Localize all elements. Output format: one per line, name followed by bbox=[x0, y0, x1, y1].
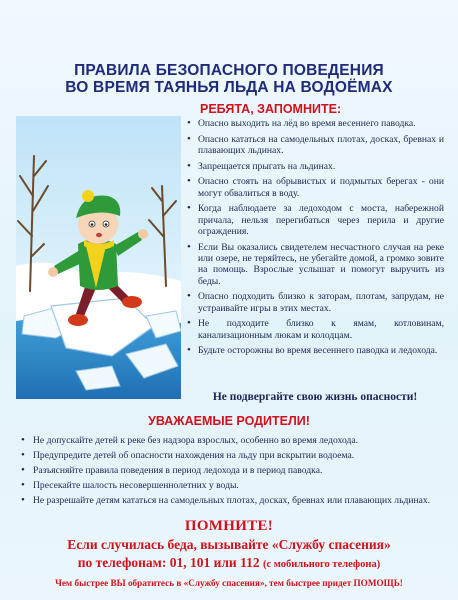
title-line-1: ПРАВИЛА БЕЗОПАСНОГО ПОВЕДЕНИЯ bbox=[74, 62, 384, 79]
list-item: • Не разрешайте детям кататься на самодельных плотах, досках, бревнах или плавающих льдинах. bbox=[20, 495, 440, 506]
emergency-call-line: Если случилась беда, вызывайте «Службу спасения» bbox=[67, 537, 391, 552]
child-on-ice-floe-illustration bbox=[16, 116, 181, 399]
title-line-2: ВО ВРЕМЯ ТАЯНЬЯ ЛЬДА НА ВОДОЁМАХ bbox=[65, 79, 393, 96]
list-item: • Если Вы оказались свидетелем несчастного случая на реке или озере, не теряйтесь, не убегайте домой, а громко зовите на помощь. Взрослые услышат и помогут выручить из беды. bbox=[186, 242, 444, 288]
help-faster-line: Чем быстрее ВЫ обратитесь в «Службу спасения», тем быстрее придет ПОМОЩЬ! bbox=[55, 578, 403, 588]
remember-heading: ПОМНИТЕ! bbox=[184, 518, 274, 534]
parents-heading: УВАЖАЕМЫЕ РОДИТЕЛИ! bbox=[148, 414, 310, 428]
poster-title bbox=[0, 62, 458, 96]
list-item: • Опасно выходить на лёд во время весеннего паводка. bbox=[186, 118, 444, 129]
list-item: • Не допускайте детей к реке без надзора взрослых, особенно во время ледохода. bbox=[20, 435, 440, 446]
phones-note: (с мобильного телефона) bbox=[262, 559, 381, 570]
phones-main: по телефонам: 01, 101 или 112 bbox=[77, 555, 260, 570]
list-item: • Разъясняйте правила поведения в период ледохода и в период паводка. bbox=[20, 465, 440, 476]
list-item: • Пресекайте шалость несовершеннолетних у воды. bbox=[20, 480, 440, 491]
kids-heading: РЕБЯТА, ЗАПОМНИТЕ: bbox=[200, 102, 342, 116]
kids-warning: Не подвергайте свою жизнь опасности! bbox=[212, 391, 418, 403]
list-item: • Не подходите близко к ямам, котловинам, канализационным люкам и колодцам. bbox=[186, 318, 444, 341]
list-item: • Будьте осторожны во время весеннего паводка и ледохода. bbox=[186, 345, 444, 356]
parents-rules-list bbox=[20, 435, 440, 510]
list-item: • Опасно подходить близко к заторам, плотам, запрудам, не устраивайте игры в этих местах. bbox=[186, 291, 444, 314]
list-item: • Когда наблюдаете за ледоходом с моста, набережной причала, нельзя перегибаться через перила и другие ограждения. bbox=[186, 203, 444, 237]
kids-rules-list bbox=[186, 118, 444, 361]
list-item: • Запрещается прыгать на льдинах. bbox=[186, 161, 444, 172]
list-item: • Опасно стоять на обрывистых и подмытых берегах - они могут обвалиться в воду. bbox=[186, 176, 444, 199]
list-item: • Предупредите детей об опасности нахождения на льду при вскрытии водоема. bbox=[20, 450, 440, 461]
list-item: • Опасно кататься на самодельных плотах, досках, бревнах и плавающих льдинах. bbox=[186, 134, 444, 157]
emergency-phones-line bbox=[0, 555, 458, 571]
